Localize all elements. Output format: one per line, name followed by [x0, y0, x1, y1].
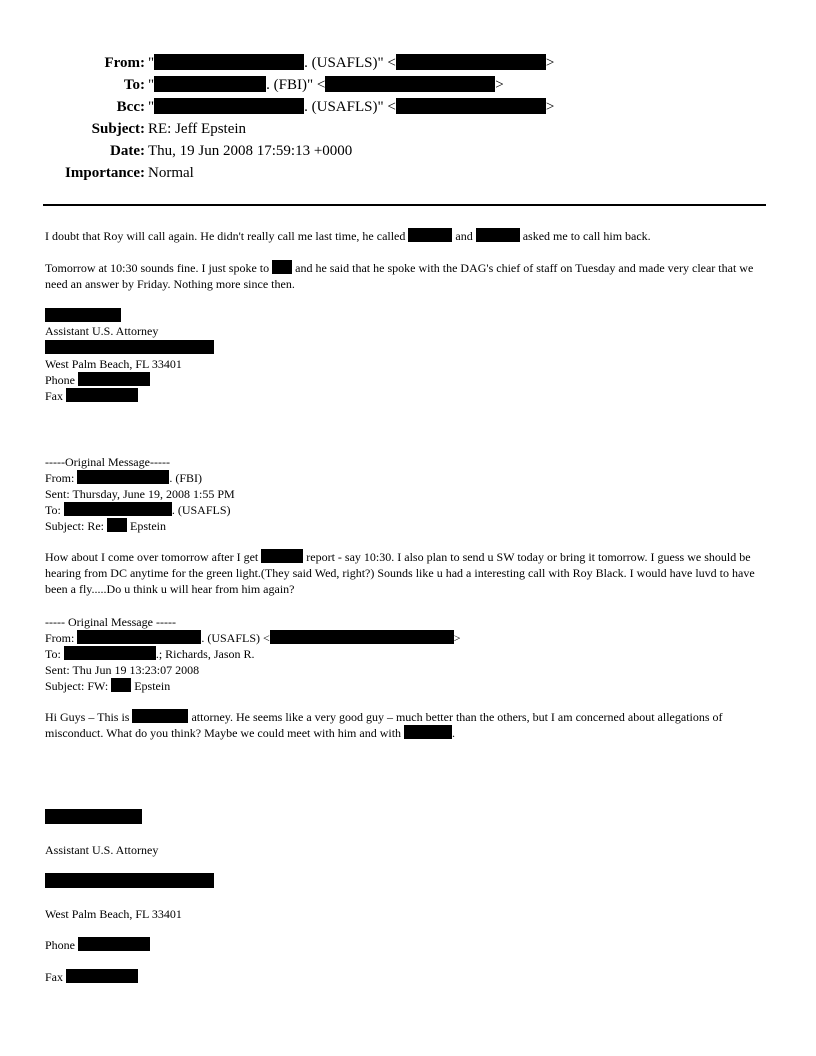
redaction-block	[154, 54, 304, 70]
redaction-block	[261, 549, 303, 563]
importance-value: Normal	[148, 165, 194, 181]
paragraph: How about I come over tomorrow after I get report - say 10:30. I also plan to send u SW today or bring it tomorrow. I guess we should be hearing from DC anytime for the green light.(They said Wed, right?) Sounds like u had a interesting call with Roy Black. I would have luvd to have been a fly.....Do u think u will hear from him again?	[45, 550, 755, 596]
signature-phone-label: Phone	[45, 373, 75, 387]
redaction-block	[77, 630, 201, 644]
redaction-block	[78, 937, 150, 951]
redaction-block	[404, 725, 452, 739]
to-quote: "	[148, 77, 155, 93]
date-value: Thu, 19 Jun 2008 17:59:13 +0000	[148, 143, 353, 159]
sent-line: Sent: Thu Jun 19 13:23:07 2008	[45, 663, 200, 677]
redaction-block	[396, 98, 546, 114]
redaction-block	[64, 502, 172, 516]
bcc-end: >	[545, 99, 555, 115]
bcc-label: Bcc:	[116, 99, 145, 115]
signature-title: Assistant U.S. Attorney	[45, 324, 159, 338]
message-divider: -----Original Message-----	[45, 455, 170, 469]
date-label: Date:	[110, 143, 145, 159]
bcc-value: . (USAFLS)" <	[304, 99, 396, 115]
redaction-block	[45, 308, 121, 322]
redaction-block	[77, 470, 169, 484]
message-body	[45, 228, 770, 244]
redaction-block	[78, 372, 150, 386]
from-quote: "	[148, 55, 155, 71]
redaction-block	[107, 518, 127, 532]
bcc-quote: "	[148, 99, 155, 115]
signature-city: West Palm Beach, FL 33401	[45, 357, 182, 371]
from-value: . (USAFLS)" <	[304, 55, 396, 71]
paragraph: I doubt that Roy will call again. He didn't really call me last time, he called and asked me to call him back.	[45, 229, 651, 243]
signature-phone-label: Phone	[45, 938, 75, 952]
paragraph: Hi Guys – This is attorney. He seems like a very good guy – much better than the others, but I am concerned about allegations of misconduct. What do you think? Maybe we could meet with him and with .	[45, 710, 723, 740]
redaction-block	[132, 709, 188, 723]
signature-fax-label: Fax	[45, 389, 63, 403]
sent-line: Sent: Thursday, June 19, 2008 1:55 PM	[45, 487, 235, 501]
redaction-block	[325, 76, 495, 92]
redaction-block	[154, 98, 304, 114]
redaction-block	[45, 873, 214, 888]
signature-city: West Palm Beach, FL 33401	[45, 907, 182, 921]
redaction-block	[270, 630, 454, 644]
importance-label: Importance:	[65, 165, 145, 181]
redaction-block	[64, 646, 156, 660]
redaction-block	[111, 678, 131, 692]
redaction-block	[476, 228, 520, 242]
paragraph: Tomorrow at 10:30 sounds fine. I just spoke to and he said that he spoke with the DAG's chief of staff on Tuesday and made very clear that we need an answer by Friday. Nothing more since then.	[45, 261, 754, 291]
redaction-block	[408, 228, 452, 242]
signature-title: Assistant U.S. Attorney	[45, 843, 159, 857]
redaction-block	[45, 340, 214, 354]
subject-value: RE: Jeff Epstein	[148, 121, 247, 137]
redaction-block	[66, 388, 138, 402]
to-label: To:	[123, 77, 145, 93]
redaction-block	[66, 969, 138, 983]
subject-label: Subject:	[91, 121, 145, 137]
redaction-block	[396, 54, 546, 70]
redaction-block	[154, 76, 266, 92]
header-divider	[43, 204, 766, 206]
from-label: From:	[104, 55, 145, 71]
redaction-block	[45, 809, 142, 824]
signature-fax-label: Fax	[45, 970, 63, 984]
redaction-block	[272, 260, 292, 274]
to-value: . (FBI)" <	[266, 77, 326, 93]
message-body	[45, 260, 770, 292]
message-divider: ----- Original Message -----	[45, 615, 176, 629]
from-end: >	[545, 55, 555, 71]
to-end: >	[495, 77, 504, 93]
